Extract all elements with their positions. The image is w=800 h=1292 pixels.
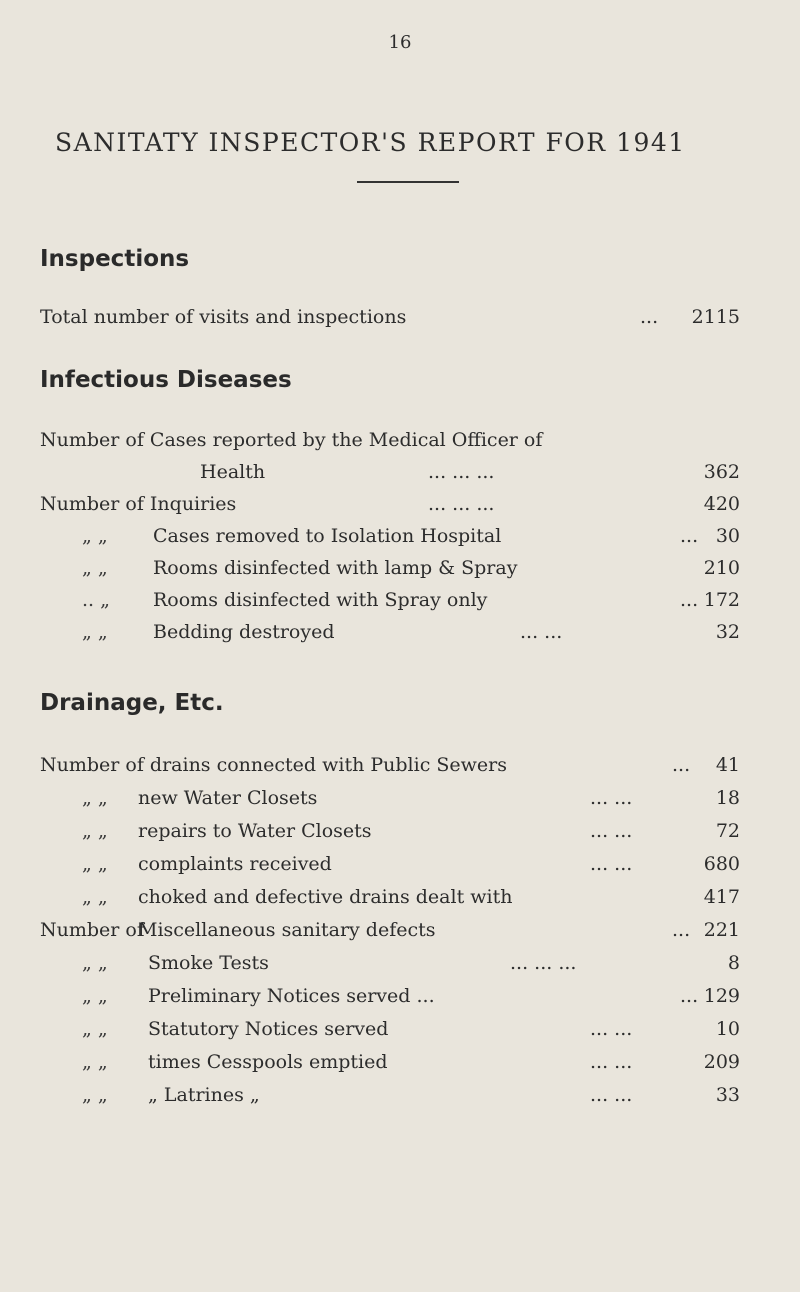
row-dots: ... ... ... <box>510 952 577 974</box>
row-value: 72 <box>715 820 740 842</box>
row-label: Cases removed to Isolation Hospital <box>153 525 502 547</box>
row-value: 362 <box>703 461 740 483</box>
row-ditto: „ „ <box>82 557 108 579</box>
row-value: 41 <box>715 754 740 776</box>
infectious-row <box>0 621 800 653</box>
row-label: times Cesspools emptied <box>148 1051 388 1073</box>
row-value: 172 <box>703 589 740 611</box>
row-label: Rooms disinfected with lamp & Spray <box>153 557 518 579</box>
row-label: choked and defective drains dealt with <box>138 886 513 908</box>
row-label: Number of drains connected with Public Sewers <box>40 754 507 776</box>
row-label: Number of Inquiries <box>40 493 237 515</box>
row-dots: ... <box>672 919 691 941</box>
row-label: Rooms disinfected with Spray only <box>153 589 488 611</box>
row-dots: ... ... <box>590 787 633 809</box>
row-value: 680 <box>703 853 740 875</box>
row-value: 210 <box>703 557 740 579</box>
row-ditto: „ „ <box>82 820 108 842</box>
infectious-row <box>0 461 800 493</box>
row-value: 8 <box>727 952 740 974</box>
row-dots: ... ... <box>590 1084 633 1106</box>
row-ditto: „ „ <box>82 525 108 547</box>
row-dots: ... <box>680 525 699 547</box>
row-dots: ... <box>680 985 699 1007</box>
row-label: complaints received <box>138 853 332 875</box>
drainage-row <box>0 754 800 786</box>
row-value: 420 <box>703 493 740 515</box>
row-ditto: „ „ <box>82 1018 108 1040</box>
row-dots: ... ... <box>590 853 633 875</box>
row-dots: ... ... <box>590 820 633 842</box>
infectious-row <box>0 429 800 461</box>
drainage-row <box>0 787 800 819</box>
row-label: Total number of visits and inspections <box>40 306 407 328</box>
inspections-row <box>0 306 800 338</box>
row-value: 209 <box>703 1051 740 1073</box>
row-prefix: Number of <box>40 919 144 941</box>
drainage-row <box>0 1018 800 1050</box>
row-dots: ... ... <box>590 1051 633 1073</box>
row-label: Number of Cases reported by the Medical Officer of <box>40 429 543 451</box>
row-dots: ... ... ... <box>428 461 495 483</box>
row-ditto: „ „ <box>82 985 108 1007</box>
drainage-row <box>0 1084 800 1116</box>
drainage-row <box>0 820 800 852</box>
row-value: 221 <box>703 919 740 941</box>
row-value: 33 <box>715 1084 740 1106</box>
row-ditto: „ „ <box>82 621 108 643</box>
row-label: repairs to Water Closets <box>138 820 372 842</box>
drainage-row <box>0 919 800 951</box>
row-ditto: „ „ <box>82 1084 108 1106</box>
row-label: Statutory Notices served <box>148 1018 389 1040</box>
title-divider <box>357 181 459 183</box>
drainage-row <box>0 952 800 984</box>
row-label: new Water Closets <box>138 787 318 809</box>
row-value: 10 <box>715 1018 740 1040</box>
row-label: Smoke Tests <box>148 952 269 974</box>
section-heading-drainage: Drainage, Etc. <box>40 690 224 716</box>
row-ditto: „ „ <box>82 853 108 875</box>
row-label: „ Latrines „ <box>148 1084 260 1106</box>
row-value: 129 <box>703 985 740 1007</box>
row-value: 18 <box>715 787 740 809</box>
infectious-row <box>0 589 800 621</box>
row-dots: ... ... <box>520 621 563 643</box>
row-dots: ... <box>640 306 659 328</box>
drainage-row <box>0 985 800 1017</box>
section-heading-inspections: Inspections <box>40 246 190 272</box>
row-label: Miscellaneous sanitary defects <box>138 919 436 941</box>
page-number: 16 <box>388 32 412 53</box>
row-value: 30 <box>715 525 740 547</box>
row-ditto: .. „ <box>82 589 110 611</box>
infectious-row <box>0 525 800 557</box>
row-ditto: „ „ <box>82 952 108 974</box>
row-value: 2115 <box>691 306 740 328</box>
row-label: Health <box>200 461 266 483</box>
section-heading-infectious-diseases: Infectious Diseases <box>40 367 292 393</box>
row-ditto: „ „ <box>82 787 108 809</box>
row-dots: ... <box>680 589 699 611</box>
infectious-row <box>0 493 800 525</box>
row-value: 417 <box>703 886 740 908</box>
drainage-row <box>0 886 800 918</box>
report-title: SANITATY INSPECTOR'S REPORT FOR 1941 <box>55 128 686 157</box>
row-dots: ... ... <box>590 1018 633 1040</box>
row-label: Preliminary Notices served ... <box>148 985 435 1007</box>
drainage-row <box>0 1051 800 1083</box>
row-dots: ... ... ... <box>428 493 495 515</box>
row-value: 32 <box>715 621 740 643</box>
row-label: Bedding destroyed <box>153 621 335 643</box>
drainage-row <box>0 853 800 885</box>
row-dots: ... <box>672 754 691 776</box>
row-ditto: „ „ <box>82 1051 108 1073</box>
row-ditto: „ „ <box>82 886 108 908</box>
infectious-row <box>0 557 800 589</box>
